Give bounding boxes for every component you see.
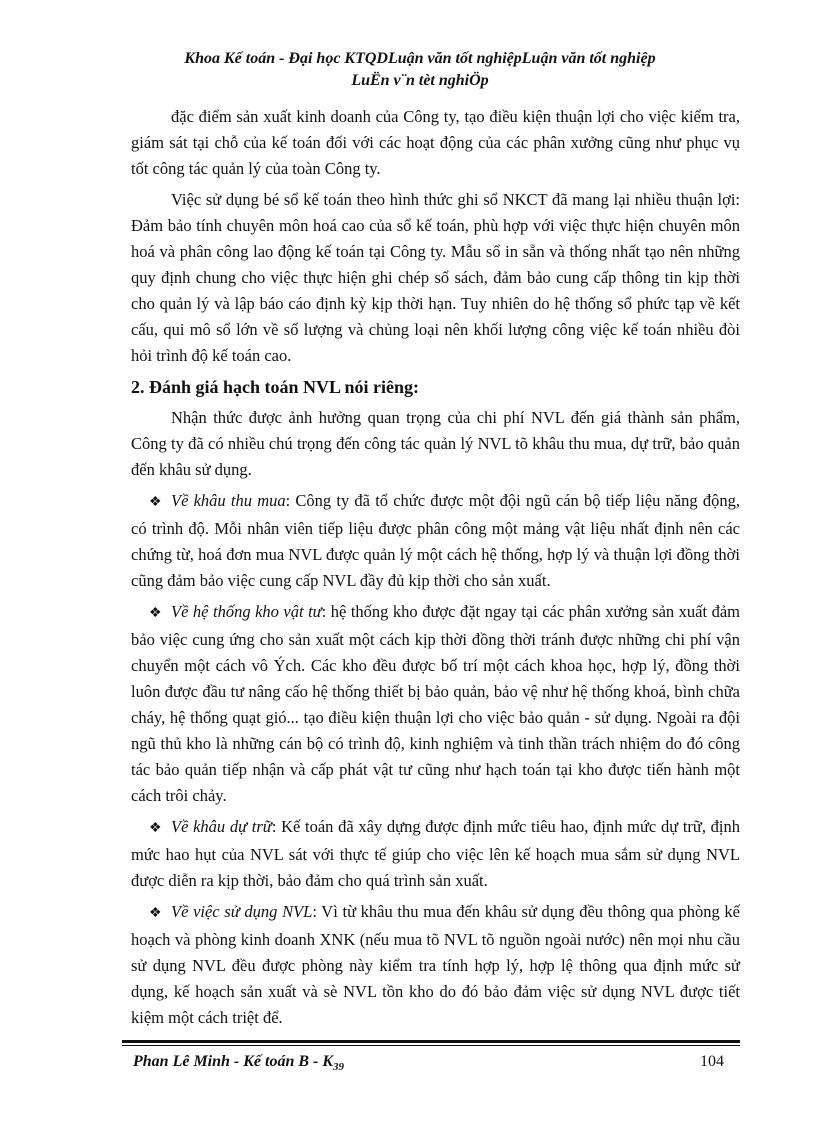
diamond-bullet-icon: ❖: [149, 606, 162, 621]
bullet-text: : Vì từ khâu thu mua đến khâu sử dụng đều thông qua phòng kế hoạch và phòng kinh doanh XNK (nếu mua tõ NVL tõ nguồn ngoài nước) nên mọi nhu cầu sử dụng NVL đều được phòng này kiểm tra tính hợp lý, hợp lệ thông qua định mức sử dụng, kế hoạch sản xuất và sè NVL tồn kho do đó bảo đảm việc sử dụng NVL được tiết kiệm một cách triệt để.: [131, 902, 740, 1027]
page-header: [120, 48, 720, 92]
bullet-text: : Kế toán đã xây dựng được định mức tiêu hao, định mức dự trữ, định mức hao hụt của NVL sát với thực tế giúp cho việc lên kế hoạch mua sắm sử dụng NVL được diễn ra kịp thời, bảo đảm cho quá trình sản xuất.: [131, 817, 740, 890]
footer-author: [133, 1053, 344, 1073]
bullet-text: : Công ty đã tổ chức được một đội ngũ cán bộ tiếp liệu năng động, có trình độ. Mỗi nhân viên tiếp liệu được phân công một mảng vật liệu nhất định nên các chứng từ, hoá đơn mua NVL được quản lý một cách hệ thống, hợp lý và thuận lợi đồng thời cũng đảm bảo việc cung cấp NVL đầy đủ kịp thời cho sản xuất.: [131, 491, 740, 590]
page-number: 104: [700, 1053, 724, 1070]
footer-author-subscript: 39: [333, 1061, 345, 1074]
diamond-bullet-icon: ❖: [149, 495, 162, 510]
paragraph-3: Nhận thức được ảnh hưởng quan trọng của chi phí NVL đến giá thành sản phẩm, Công ty đã có nhiều chú trọng đến công tác quản lý NVL tõ khâu thu mua, dự trữ, bảo quản đến khâu sử dụng.: [131, 408, 740, 479]
bullet-item-kho-vat-tu: [131, 599, 740, 809]
header-line-1: Khoa Kế toán - Đại học KTQDLuận văn tốt nghiệpLuận văn tốt nghiệp: [184, 50, 656, 67]
page-content: [131, 104, 740, 1036]
bullet-item-thu-mua: [131, 488, 740, 594]
section-heading: 2. Đánh giá hạch toán NVL nói riêng:: [131, 377, 420, 397]
footer-rule-thin: [122, 1045, 740, 1046]
bullet-lead: Về việc sử dụng NVL: [171, 902, 313, 921]
bullet-lead: Về khâu dự trữ: [171, 817, 272, 836]
bullet-text: : hệ thống kho được đặt ngay tại các phân xưởng sản xuất đảm bảo việc cung ứng cho sản xuất một cách kịp thời đồng thời tránh được những chi phí vận chuyển một cách vô Ých. Các kho đều được bố trí một cách khoa học, hợp lý, đồng thời luôn được đầu tư nâng cấo hệ thống thiết bị bảo quản, bảo vệ như hệ thống khoá, bình chữa cháy, hệ thống quạt gió... tạo điều kiện thuận lợi cho việc bảo quản - sử dụng. Ngoài ra đội ngũ thủ kho là những cán bộ có trình độ, kinh nghiệm và tinh thần trách nhiệm do đó công tác bảo quản tiếp nhận và cấp phát vật tư cũng như hạch toán tại kho được tiến hành một cách trôi chảy.: [131, 602, 741, 805]
bullet-lead: Về hệ thống kho vật tư: [171, 602, 322, 621]
diamond-bullet-icon: ❖: [149, 906, 162, 921]
diamond-bullet-icon: ❖: [149, 821, 162, 836]
paragraph-2: Việc sử dụng bé sổ kế toán theo hình thức ghi sổ NKCT đã mang lại nhiều thuận lợi: Đảm bảo tính chuyên môn hoá cao của sổ kế toán, phù hợp với việc thực hiện chuyên môn hoá và phân công lao động kế toán tại Công ty. Mẫu sổ in sẵn và thống nhất tạo nên những quy định chung cho việc thực hiện ghi chép sổ sách, đảm bảo cung cấp thông tin kịp thời cho quản lý và lập báo cáo định kỳ kịp thời hạn. Tuy nhiên do hệ thống sổ phức tạp về kết cấu, qui mô sổ lớn về số lượng và chủng loại nên khối lượng công việc kế toán nhiều đòi hỏi trình độ kế toán cao.: [131, 190, 740, 365]
bullet-lead: Về khâu thu mua: [171, 491, 286, 510]
bullet-item-du-tru: [131, 814, 740, 894]
bullet-item-su-dung: [131, 899, 740, 1031]
footer-author-text: Phan Lê Minh - Kế toán B - K: [133, 1053, 334, 1070]
header-line-2: LuËn v¨n tèt nghiÖp: [351, 72, 489, 89]
paragraph-1: đặc điểm sản xuất kinh doanh của Công ty, tạo điều kiện thuận lợi cho việc kiểm tra, giám sát tại chỗ của kế toán đối với các hoạt động của các phân xưởng cũng như phục vụ tốt công tác quản lý của toàn Công ty.: [131, 107, 740, 178]
footer-rule-thick: [122, 1040, 740, 1043]
